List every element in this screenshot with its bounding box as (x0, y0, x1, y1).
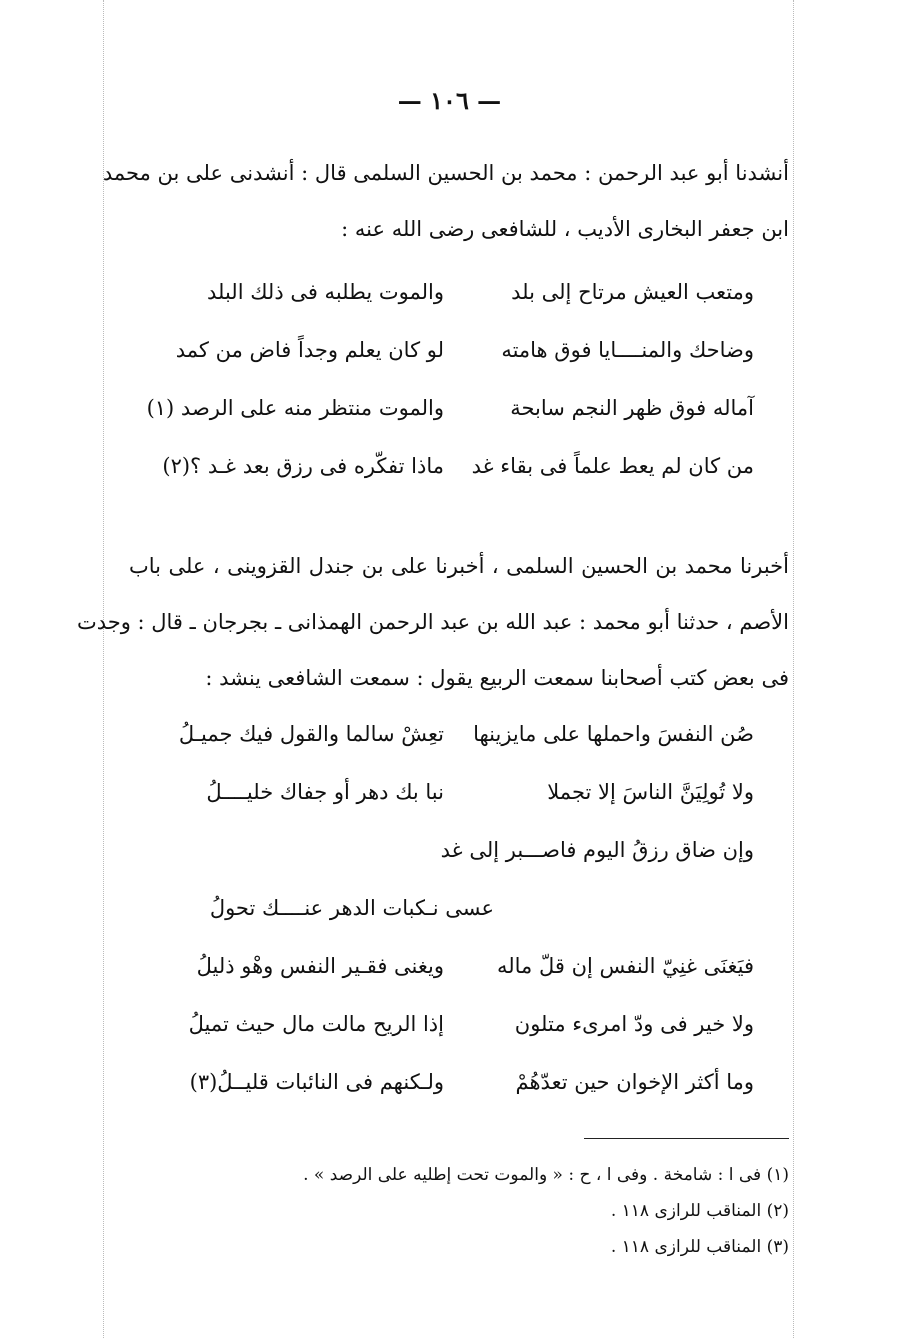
first-hemistich: ومتعب العيش مرتاح إلى بلد (511, 280, 754, 304)
verse-line (154, 896, 754, 954)
intro-line: الأصم ، حدثنا أبو محمد : عبد الله بن عبد الرحمن الهمذانى ـ بجرجان ـ قال : وجدت (76, 610, 789, 634)
intro-line: أخبرنا محمد بن الحسين السلمى ، أخبرنا على بن جندل القزوينى ، على باب (129, 554, 789, 578)
verse-line (154, 722, 754, 780)
second-hemistich: والموت يطلبه فى ذلك البلد (207, 280, 444, 304)
footnote: (١) فى ا : شامخة . وفى ا ، ح : « والموت تحت إطليه على الرصد » . (303, 1165, 789, 1185)
verse-line (154, 454, 754, 512)
second-hemistich: لو كان يعلم وجداً فاض من كمد (175, 338, 444, 362)
intro-line: ابن جعفر البخارى الأديب ، للشافعى رضى الله عنه : (341, 217, 789, 241)
first-hemistich: آماله فوق ظهر النجم سابحة (510, 396, 754, 420)
single-hemistich: عسى نـكبات الدهر عنــــك تحولُ (209, 896, 494, 920)
footnote: (٢) المناقب للرازى ١١٨ . (610, 1201, 789, 1221)
margin-dots-right (793, 0, 794, 1338)
verse-line (154, 280, 754, 338)
first-hemistich: وضاحك والمنــــايا فوق هامته (501, 338, 754, 362)
single-hemistich: وإن ضاق رزقُ اليوم فاصـــبر إلى غد (440, 838, 754, 862)
footnote: (٣) المناقب للرازى ١١٨ . (610, 1237, 789, 1257)
first-hemistich: ولا تُولِيَنَّ الناسَ إلا تجملا (547, 780, 754, 804)
intro-line: أنشدنا أبو عبد الرحمن : محمد بن الحسين السلمى قال : أنشدنى على بن محمد (102, 161, 789, 185)
section2-intro (76, 538, 789, 706)
verse-line (154, 1012, 754, 1070)
intro-line: فى بعض كتب أصحابنا سمعت الربيع يقول : سمعت الشافعى ينشد : (205, 666, 789, 690)
second-hemistich: ماذا تفكّره فى رزق بعد غـد ؟(٢) (162, 454, 444, 478)
verse-line (154, 338, 754, 396)
first-hemistich: صُن النفسَ واحملها على مايزينها (473, 722, 754, 746)
verse-line (154, 954, 754, 1012)
second-hemistich: والموت منتظر منه على الرصد (١) (146, 396, 444, 420)
page-number: — ١٠٦ — (397, 86, 502, 115)
verse-line (146, 396, 754, 454)
section1-poem (146, 280, 754, 512)
first-hemistich: ولا خير فى ودّ امرىء متلون (514, 1012, 754, 1036)
first-hemistich: وما أكثر الإخوان حين تعدّهُمْ (515, 1070, 754, 1094)
footnotes (229, 1165, 789, 1273)
second-hemistich: ولـكنهم فى النائبات قليــلُ(٣) (189, 1070, 444, 1094)
second-hemistich: إذا الريح مالت مال حيث تميلُ (188, 1012, 444, 1036)
first-hemistich: من كان لم يعط علماً فى بقاء غد (471, 454, 754, 478)
second-hemistich: تعِشْ سالما والقول فيك جميـلُ (178, 722, 444, 746)
section2-poem (154, 722, 754, 1128)
verse-line (154, 838, 754, 896)
first-hemistich: فيَغنَى غنِيّ النفس إن قلّ ماله (496, 954, 754, 978)
section1-intro (102, 145, 789, 257)
second-hemistich: ويغنى فقـير النفس وهْو ذليلُ (196, 954, 444, 978)
footnote-separator (584, 1138, 789, 1139)
verse-line (154, 780, 754, 838)
second-hemistich: نبا بك دهر أو جفاك خليــــلُ (206, 780, 444, 804)
verse-line (154, 1070, 754, 1128)
